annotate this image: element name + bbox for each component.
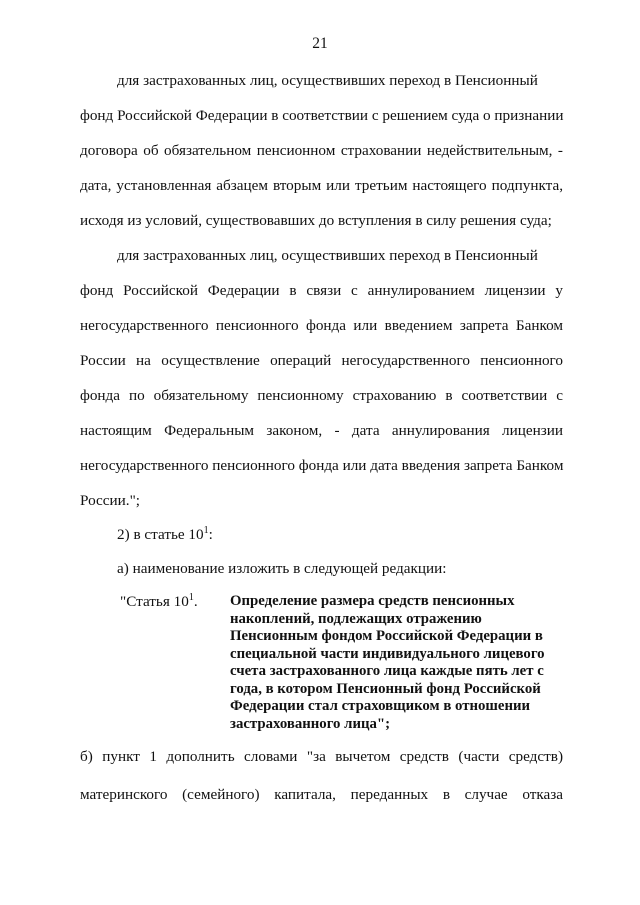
article-label-superscript: 1: [188, 592, 194, 603]
paragraph-line: негосударственного пенсионного фонда или дата введения запрета Банком: [80, 457, 564, 474]
paragraph-line: фонд Российской Федерации в связи с аннулированием лицензии у: [80, 282, 563, 299]
paragraph-line: материнского (семейного) капитала, переданных в случае отказа: [80, 786, 563, 803]
paragraph-line: России.";: [80, 492, 140, 509]
paragraph-line: негосударственного пенсионного фонда или введением запрета Банком: [80, 317, 563, 334]
item-2-text: 2) в статье 10: [117, 526, 204, 543]
paragraph-line: для застрахованных лиц, осуществивших переход в Пенсионный: [117, 247, 538, 264]
item-2-superscript: 1: [203, 525, 209, 536]
item-2-line: [117, 526, 213, 544]
paragraph-line: для застрахованных лиц, осуществивших переход в Пенсионный: [117, 72, 538, 89]
article-title: Определение размера средств пенсионных накоплений, подлежащих отражению Пенсионным фондом Российской Федерации в специальной части индивидуального лицевого счета застрахованного лица каждые пять лет с года, в котором Пенсионный фонд Российской Федерации стал страховщиком в отношении застрахованного лица";: [230, 593, 545, 732]
paragraph-line: фонда по обязательному пенсионному страхованию в соответствии с: [80, 387, 563, 404]
paragraph-line: дата, установленная абзацем вторым или третьим настоящего подпункта,: [80, 177, 563, 194]
item-2-colon: :: [208, 526, 213, 543]
article-label: [120, 593, 198, 611]
paragraph-line: исходя из условий, существовавших до вступления в силу решения суда;: [80, 212, 552, 229]
paragraph-line: договора об обязательном пенсионном страховании недействительным, -: [80, 142, 563, 159]
paragraph-line: б) пункт 1 дополнить словами "за вычетом средств (части средств): [80, 748, 563, 765]
article-label-text: "Статья 10: [120, 593, 189, 610]
article-label-dot: .: [193, 593, 198, 610]
paragraph-line: фонд Российской Федерации в соответствии с решением суда о признании: [80, 107, 564, 124]
paragraph-line: России на осуществление операций негосударственного пенсионного: [80, 352, 563, 369]
page-number: 21: [312, 35, 328, 52]
item-a-line: а) наименование изложить в следующей редакции:: [117, 560, 447, 577]
paragraph-line: настоящим Федеральным законом, - дата аннулирования лицензии: [80, 422, 563, 439]
